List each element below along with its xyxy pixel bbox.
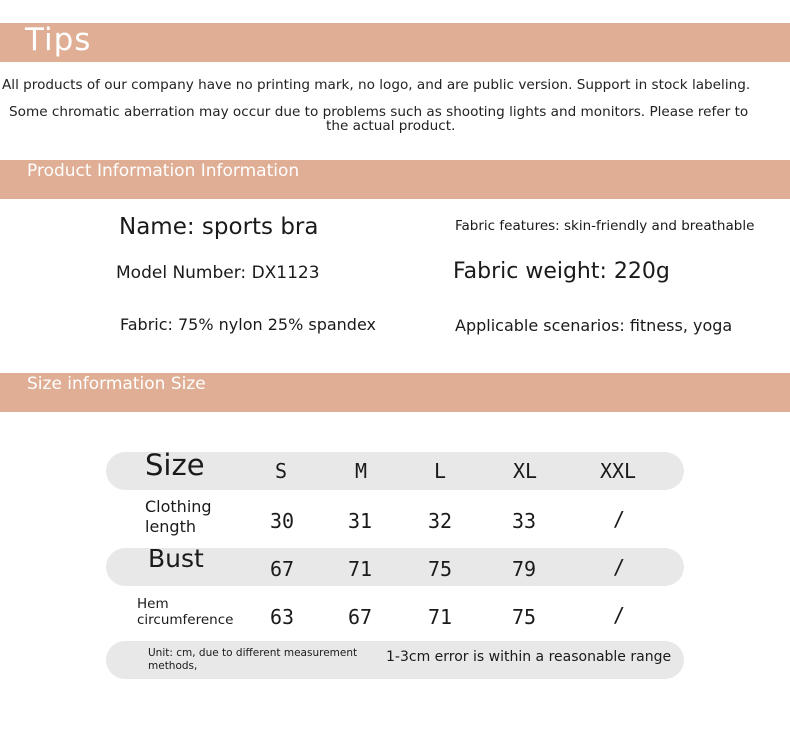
- table-cell: 63: [269, 605, 295, 629]
- tips-banner: [0, 23, 790, 62]
- table-cell: 30: [269, 509, 295, 533]
- table-cell: 79: [511, 557, 537, 581]
- table-cell: 67: [347, 605, 373, 629]
- product-weight: Fabric weight: 220g: [453, 259, 670, 284]
- product-model: Model Number: DX1123: [116, 263, 320, 283]
- table-cell: 75: [511, 605, 537, 629]
- table-cell: 33: [511, 509, 537, 533]
- table-cell: /: [612, 555, 626, 579]
- size-column-xl: XL: [512, 459, 538, 483]
- size-info-title: Size information Size: [27, 374, 206, 394]
- table-cell: 67: [269, 557, 295, 581]
- product-scenarios: Applicable scenarios: fitness, yoga: [455, 316, 733, 335]
- tips-line-2a: Some chromatic aberration may occur due to problems such as shooting lights and monitors. Please refer to: [9, 104, 749, 120]
- measurement-note-line: Unit: cm, due to different measurement: [148, 647, 358, 659]
- table-cell: 75: [427, 557, 453, 581]
- row-label-line: length: [145, 517, 196, 536]
- tips-line-2b: the actual product.: [326, 118, 456, 134]
- measurement-note-line: methods,: [148, 659, 198, 672]
- size-column-l: L: [433, 459, 447, 483]
- measurement-note: [148, 647, 357, 672]
- tips-title: Tips: [25, 22, 92, 58]
- size-column-s: S: [274, 459, 288, 483]
- product-info-title: Product Information Information: [27, 161, 300, 181]
- table-cell: 32: [427, 509, 453, 533]
- product-fabric: Fabric: 75% nylon 25% spandex: [120, 315, 376, 334]
- size-header-label: Size: [145, 448, 205, 482]
- product-features: Fabric features: skin-friendly and breathable: [455, 218, 755, 234]
- table-cell: 71: [347, 557, 373, 581]
- measurement-error-note: 1-3cm error is within a reasonable range: [386, 649, 672, 665]
- table-cell: 31: [347, 509, 373, 533]
- row-label-bust: Bust: [148, 544, 204, 573]
- table-cell: 71: [427, 605, 453, 629]
- row-label-hem-circumference: [137, 597, 233, 629]
- row-label-line: circumference: [137, 611, 234, 628]
- table-cell: /: [612, 603, 626, 627]
- size-column-m: M: [354, 459, 368, 483]
- tips-line-1: All products of our company have no printing mark, no logo, and are public version. Support in stock labeling.: [2, 77, 751, 93]
- row-label-clothing-length: [145, 497, 212, 537]
- table-cell: /: [612, 507, 626, 531]
- size-column-xxl: XXL: [599, 459, 637, 483]
- row-label-line: Hem: [137, 596, 169, 612]
- product-name: Name: sports bra: [119, 214, 319, 240]
- row-label-line: Clothing: [145, 497, 212, 516]
